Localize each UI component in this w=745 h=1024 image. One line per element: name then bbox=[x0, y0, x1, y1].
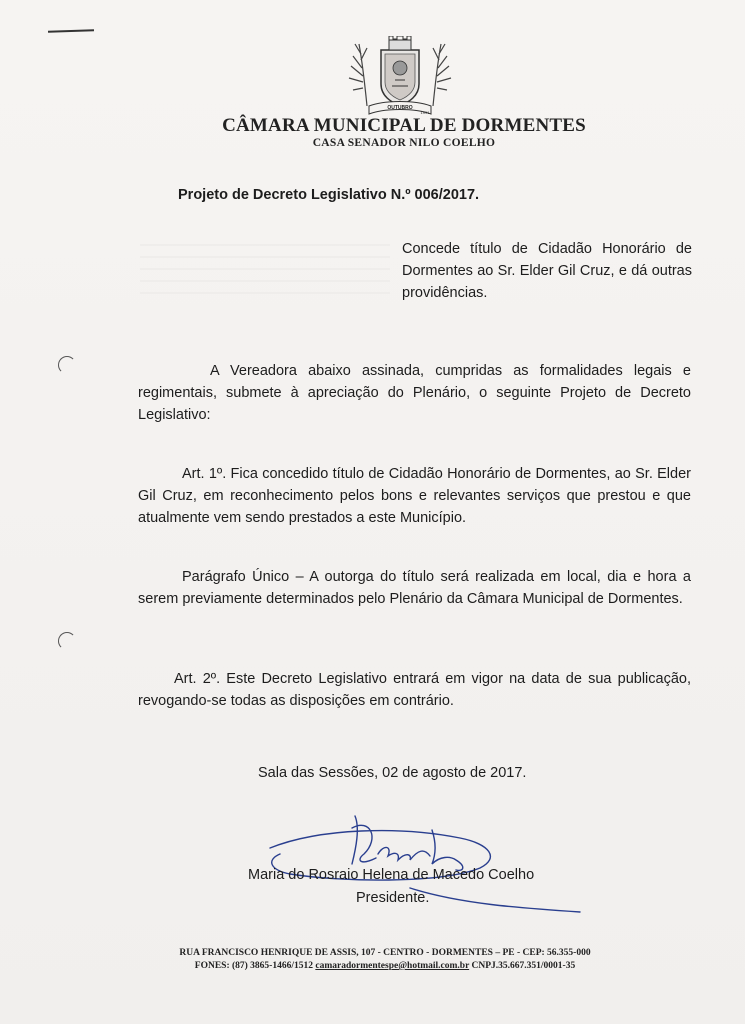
document-summary: Concede título de Cidadão Honorário de Dormentes ao Sr. Elder Gil Cruz, e dá outras providências. bbox=[402, 241, 692, 301]
organization-subtitle: CASA SENADOR NILO COELHO bbox=[312, 137, 496, 149]
article-1-paragraph: Art. 1º. Fica concedido título de Cidadão Honorário de Dormentes, ao Sr. Elder Gil Cruz, em reconhecimento pelos bons e relevantes serviços que prestou e que atualmente vem sendo prestados a este Município. bbox=[138, 466, 691, 526]
footer-phones: FONES: (87) 3865-1466/1512 bbox=[194, 961, 313, 971]
signer-name: Maria do Rosraio Helena de Macedo Coelho bbox=[248, 867, 535, 883]
article-2-paragraph: Art. 2º. Este Decreto Legislativo entrará em vigor na data de sua publicação, revogando-se todas as disposições em contrário. bbox=[138, 671, 691, 709]
bleed-through-text bbox=[140, 244, 390, 304]
document-title: Projeto de Decreto Legislativo N.º 006/2017. bbox=[178, 187, 480, 203]
coat-of-arms-emblem bbox=[345, 36, 455, 118]
organization-name: CÂMARA MUNICIPAL DE DORMENTES bbox=[222, 115, 586, 136]
footer-email-link[interactable]: camaradormentespe@hotmail.com.br bbox=[315, 961, 470, 971]
footer-contacts bbox=[0, 961, 745, 971]
punch-hole-top bbox=[58, 356, 76, 374]
footer-address: RUA FRANCISCO HENRIQUE DE ASSIS, 107 - CENTRO - DORMENTES – PE - CEP: 56.355-000 bbox=[179, 948, 591, 958]
intro-paragraph: A Vereadora abaixo assinada, cumpridas as formalidades legais e regimentais, submete à apreciação do Plenário, o seguinte Projeto de Decreto Legislativo: bbox=[138, 363, 691, 423]
place-and-date: Sala das Sessões, 02 de agosto de 2017. bbox=[258, 765, 527, 781]
footer-cnpj: CNPJ.35.667.351/0001-35 bbox=[471, 961, 576, 971]
signer-role: Presidente. bbox=[356, 890, 430, 906]
punch-hole-bottom bbox=[58, 632, 76, 650]
crest-year-text: 1991 bbox=[420, 110, 430, 115]
sole-paragraph: Parágrafo Único – A outorga do título será realizada em local, dia e hora a serem previamente determinados pelo Plenário da Câmara Municipal de Dormentes. bbox=[138, 569, 691, 607]
crest-ribbon-text: OUTUBRO bbox=[387, 105, 413, 111]
pen-mark bbox=[48, 29, 94, 33]
